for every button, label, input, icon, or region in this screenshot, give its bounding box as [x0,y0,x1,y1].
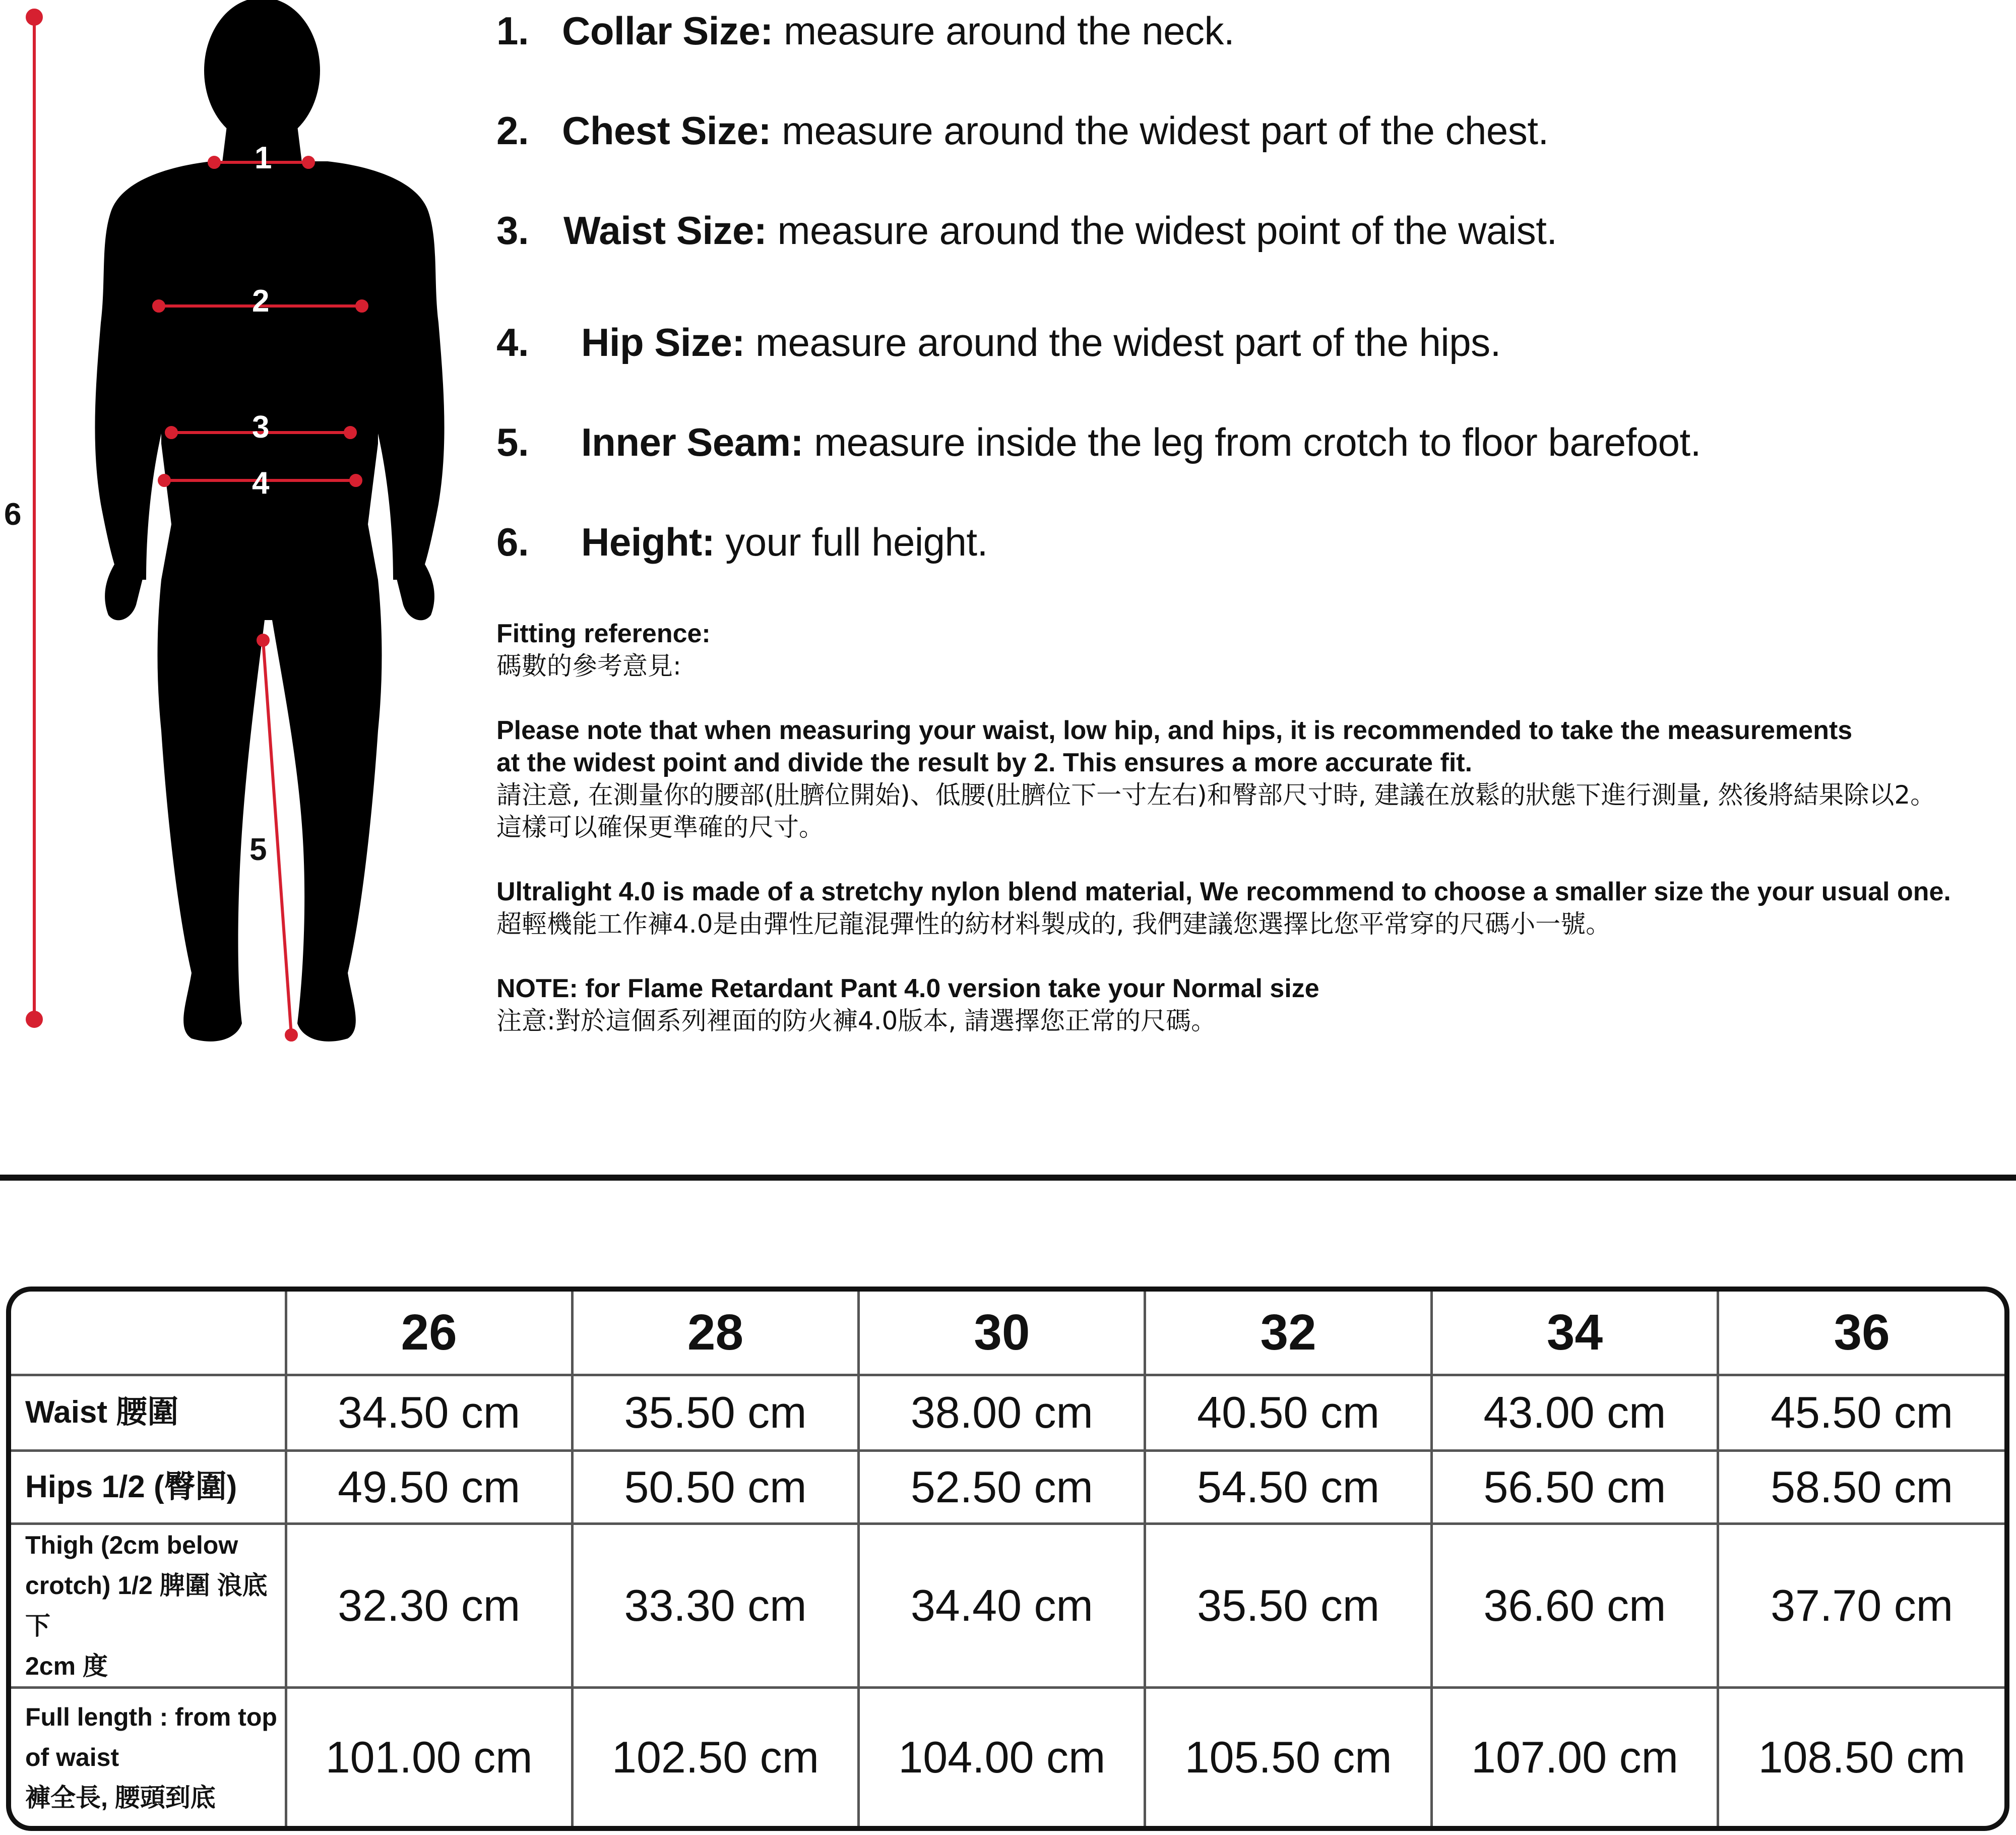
material-note-zh: 超輕機能工作褲4.0是由彈性尼龍混彈性的紡材料製成的, 我們建議您選擇比您平常穿的尺碼小一號。 [496,909,1611,939]
table-cell: 107.00 cm [1431,1687,1718,1826]
size-header-row [11,1292,2004,1375]
instruction-hip [496,320,1501,365]
instruction-number: 2. [496,108,529,153]
table-row-full-length [11,1687,2004,1826]
height-dot-top [27,10,41,24]
table-cell: 35.50 cm [572,1375,858,1450]
size-header-36: 36 [1718,1292,2004,1375]
table-cell: 38.00 cm [859,1375,1145,1450]
instruction-desc: measure around the widest part of the hips. [744,320,1501,364]
table-cell: 104.00 cm [859,1687,1145,1826]
chest-dot-right [357,301,367,311]
table-row-waist [11,1375,2004,1450]
table-row-hips [11,1450,2004,1523]
table-cell: 50.50 cm [572,1450,858,1523]
instruction-chest [496,108,1549,154]
row-label-line: 褲全長, 腰頭到底 [25,1783,216,1812]
table-cell: 54.50 cm [1145,1450,1431,1523]
table-cell: 43.00 cm [1431,1375,1718,1450]
marker-4: 4 [252,466,270,501]
row-label-line: Full length : from top [25,1702,277,1731]
instruction-term: Inner Seam: [581,420,803,464]
instruction-waist [496,208,1557,254]
waist-dot-left [166,427,176,438]
size-header-34: 34 [1431,1292,1718,1375]
instruction-inner-seam [496,419,1701,465]
size-header-32: 32 [1145,1292,1431,1375]
instruction-desc: measure around the widest part of the chest. [771,108,1549,153]
row-label-thigh [11,1523,286,1687]
marker-3: 3 [252,410,270,445]
marker-2: 2 [252,284,270,319]
fitting-title: Fitting reference: [496,619,711,648]
instruction-term: Chest Size: [562,108,771,153]
collar-dot-left [209,157,219,167]
instruction-number: 1. [496,9,529,53]
row-label-line: of waist [25,1743,119,1771]
row-label-line: Thigh (2cm below [25,1531,238,1559]
table-cell: 40.50 cm [1145,1375,1431,1450]
instruction-desc: measure inside the leg from crotch to floor barefoot. [803,420,1701,464]
table-cell: 49.50 cm [286,1450,572,1523]
row-label-full-length [11,1687,286,1826]
size-header-30: 30 [859,1292,1145,1375]
instruction-number: 3. [496,208,529,253]
fitting-title-zh: 碼數的參考意見: [496,651,681,681]
row-label-line: crotch) 1/2 脾圍 浪底下 [25,1571,268,1640]
table-cell: 45.50 cm [1718,1375,2004,1450]
size-chart-table [6,1287,2009,1831]
size-header-26: 26 [286,1292,572,1375]
table-cell: 56.50 cm [1431,1450,1718,1523]
instruction-number: 5. [496,420,529,464]
table-cell: 33.30 cm [572,1523,858,1687]
silhouette-figure [0,0,484,1064]
table-cell: 37.70 cm [1718,1523,2004,1687]
table-cell: 105.50 cm [1145,1687,1431,1826]
instruction-desc: your full height. [715,520,988,564]
table-cell: 101.00 cm [286,1687,572,1826]
hip-dot-right [351,475,361,485]
table-cell: 32.30 cm [286,1523,572,1687]
table-cell: 35.50 cm [1145,1523,1431,1687]
material-note: Ultralight 4.0 is made of a stretchy nylon blend material, We recommend to choose a smaller size the your usual one. [496,877,1951,906]
flame-note-zh: 注意:對於這個系列裡面的防火褲4.0版本, 請選擇您正常的尺碼。 [496,1006,1217,1035]
inseam-dot-bottom [286,1030,296,1040]
size-header-28: 28 [572,1292,858,1375]
table-cell: 102.50 cm [572,1687,858,1826]
marker-5: 5 [249,832,267,867]
measure-note-zh-line-1: 請注意, 在測量你的腰部(肚臍位開始)、低腰(肚臍位下一寸左右)和臀部尺寸時, 建議在放鬆的狀態下進行測量, 然後將結果除以2。 [496,780,1936,810]
instruction-term: Height: [581,520,715,564]
fitting-notes [496,618,2016,1037]
measure-note-line-2: at the widest point and divide the result by 2. This ensures a more accurate fit. [496,748,1473,777]
measure-note-line-1: Please note that when measuring your waist, low hip, and hips, it is recommended to take the measurements [496,716,1853,745]
flame-note: NOTE: for Flame Retardant Pant 4.0 version take your Normal size [496,974,1319,1003]
table-cell: 36.60 cm [1431,1523,1718,1687]
table-row-thigh [11,1523,2004,1687]
row-label-line: 2cm 度 [25,1652,108,1680]
marker-6: 6 [4,497,22,532]
table-cell: 108.50 cm [1718,1687,2004,1826]
section-divider [0,1175,2016,1181]
table-cell: 34.50 cm [286,1375,572,1450]
instruction-term: Waist Size: [563,208,767,253]
instruction-term: Collar Size: [562,9,773,53]
marker-1: 1 [255,141,272,175]
inseam-dot-top [258,635,268,645]
measure-note-zh-line-2: 這樣可以確保更準確的尺寸。 [496,813,824,842]
instruction-number: 6. [496,520,529,564]
table-cell: 34.40 cm [859,1523,1145,1687]
instruction-term: Hip Size: [581,320,745,364]
instruction-desc: measure around the widest point of the waist. [767,208,1557,253]
table-cell: 52.50 cm [859,1450,1145,1523]
instruction-height [496,519,988,565]
chest-dot-left [154,301,164,311]
collar-dot-right [303,157,313,167]
hip-dot-left [159,475,169,485]
height-dot-bottom [27,1012,41,1026]
header-empty-cell [11,1292,286,1375]
table-cell: 58.50 cm [1718,1450,2004,1523]
instruction-collar [496,8,1234,54]
waist-dot-right [345,427,355,438]
row-label-waist: Waist 腰圍 [11,1375,286,1450]
row-label-hips: Hips 1/2 (臀圍) [11,1450,286,1523]
instruction-number: 4. [496,320,529,364]
instruction-desc: measure around the neck. [773,9,1235,53]
body-measurement-figure [0,0,484,1064]
